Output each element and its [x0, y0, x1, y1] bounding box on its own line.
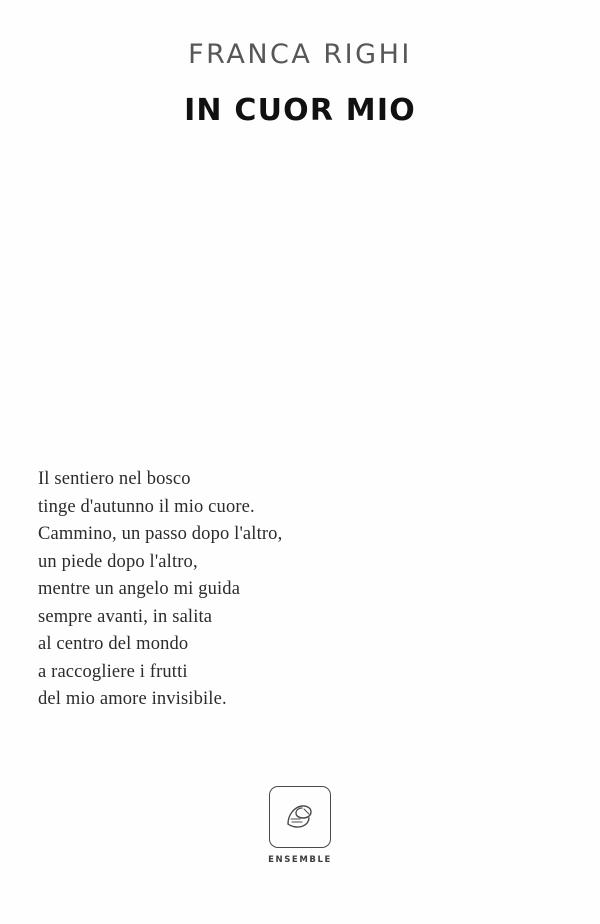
- poem-body: [38, 466, 478, 714]
- author-name: FRANCA RIGHI: [188, 39, 412, 70]
- page-title: IN CUOR MIO: [184, 92, 416, 128]
- title-block: [0, 40, 600, 127]
- publisher-logo-block: [0, 786, 600, 865]
- poem-line: tinge d'autunno il mio cuore.: [38, 496, 255, 517]
- poem-line: Cammino, un passo dopo l'altro,: [38, 524, 283, 544]
- poem-line: a raccogliere i frutti: [38, 661, 188, 682]
- publisher-name: ENSEMBLE: [268, 855, 332, 865]
- ensemble-publisher-logo-icon: [280, 797, 320, 837]
- poem-line: al centro del mondo: [38, 634, 189, 654]
- poem-line: sempre avanti, in salita: [38, 606, 213, 627]
- poem-line: del mio amore invisibile.: [38, 689, 227, 709]
- poem-line: un piede dopo l'altro,: [38, 551, 198, 572]
- poem-line: Il sentiero nel bosco: [38, 469, 191, 489]
- poem-line: mentre un angelo mi guida: [38, 579, 241, 599]
- publisher-logo-frame: [269, 786, 331, 848]
